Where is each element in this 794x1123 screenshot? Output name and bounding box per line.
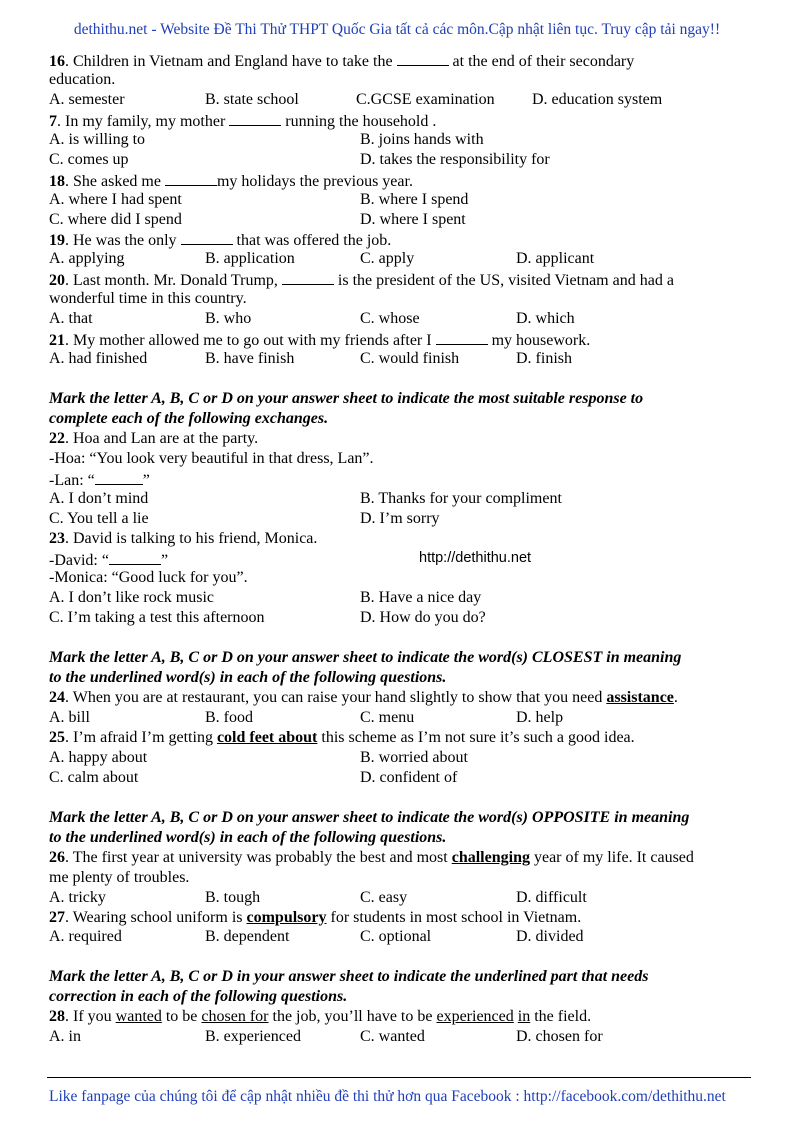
question-19: 19. He was the only that was offered the job. bbox=[49, 229, 759, 249]
option-b[interactable]: B. tough bbox=[205, 888, 261, 906]
question-24: 24. When you are at restaurant, you can raise your hand slightly to show that you need assistance. bbox=[49, 689, 678, 707]
section-instruction-responses: Mark the letter A, B, C or D on your answer sheet to indicate the most suitable response to bbox=[49, 390, 644, 407]
question-27-options bbox=[49, 927, 759, 947]
option-d[interactable]: D. where I spent bbox=[360, 210, 466, 228]
option-d[interactable]: D. finish bbox=[516, 350, 572, 368]
question-18-options-row2 bbox=[49, 210, 759, 230]
question-20-continued: wonderful time in this country. bbox=[49, 290, 247, 308]
option-b[interactable]: B. who bbox=[205, 310, 252, 328]
answer-blank bbox=[282, 269, 334, 285]
option-c[interactable]: C. easy bbox=[360, 888, 408, 906]
question-21: 21. My mother allowed me to go out with my friends after I my housework. bbox=[49, 329, 759, 349]
option-c[interactable]: C. calm about bbox=[49, 768, 139, 786]
question-18-options-row1 bbox=[49, 190, 759, 210]
option-d[interactable]: D. How do you do? bbox=[360, 609, 486, 627]
option-b[interactable]: B. dependent bbox=[205, 928, 290, 946]
option-a[interactable]: A. semester bbox=[49, 90, 125, 108]
option-d[interactable]: D. difficult bbox=[516, 888, 587, 906]
question-22-options-row1 bbox=[49, 489, 759, 509]
option-a[interactable]: A. where I had spent bbox=[49, 190, 182, 208]
underlined-word: challenging bbox=[451, 848, 530, 866]
option-c[interactable]: C. would finish bbox=[360, 350, 460, 368]
answer-blank bbox=[109, 549, 161, 565]
question-number: 16 bbox=[49, 53, 65, 70]
option-a[interactable]: A. tricky bbox=[49, 888, 106, 906]
option-a[interactable]: A. happy about bbox=[49, 748, 148, 766]
question-23: 23. David is talking to his friend, Monica. bbox=[49, 529, 318, 547]
question-24-options bbox=[49, 708, 759, 728]
answer-blank bbox=[397, 50, 449, 66]
underlined-word: cold feet about bbox=[216, 729, 318, 746]
underlined-part: in bbox=[517, 1008, 531, 1026]
question-number: 28 bbox=[49, 1008, 65, 1026]
question-number: 27 bbox=[49, 908, 65, 926]
option-b[interactable]: B. application bbox=[205, 250, 295, 268]
section-instruction-correction-line2: correction in each of the following questions. bbox=[49, 988, 348, 1006]
footer-promo[interactable]: Like fanpage của chúng tôi để cập nhật nhiều đề thi thử hơn qua Facebook : http://facebook.com/dethithu.net bbox=[49, 1088, 726, 1105]
section-instruction-closest-line2: to the underlined word(s) in each of the following questions. bbox=[49, 669, 447, 687]
section-instruction-closest: Mark the letter A, B, C or D on your answer sheet to indicate the word(s) CLOSEST in meaning bbox=[49, 649, 682, 667]
exam-content bbox=[49, 50, 759, 1047]
dialogue-david: -David: “ ” http://dethithu.net bbox=[49, 549, 532, 569]
question-17-options-row2 bbox=[49, 150, 759, 170]
option-c[interactable]: C. I’m taking a test this afternoon bbox=[49, 609, 265, 627]
option-a[interactable]: A. applying bbox=[49, 250, 125, 268]
answer-blank bbox=[181, 229, 233, 245]
underlined-part: chosen for bbox=[201, 1008, 269, 1026]
option-b[interactable]: B. experienced bbox=[205, 1028, 301, 1046]
question-number: 26 bbox=[49, 848, 65, 866]
question-23-options-row2 bbox=[49, 608, 759, 628]
question-16: 16. Children in Vietnam and England have to take the at the end of their secondary bbox=[49, 50, 759, 70]
question-27: 27. Wearing school uniform is compulsory for students in most school in Vietnam. bbox=[49, 908, 582, 926]
option-d[interactable]: D. help bbox=[516, 709, 564, 727]
dialogue-lan: -Lan: “ ” bbox=[49, 469, 759, 489]
option-a[interactable]: A. bill bbox=[49, 709, 90, 727]
option-d[interactable]: D. confident of bbox=[360, 768, 458, 786]
question-25: 25. I’m afraid I’m getting cold feet about this scheme as I’m not sure it’s such a good idea. bbox=[49, 729, 635, 746]
question-20: 20. Last month. Mr. Donald Trump, is the president of the US, visited Vietnam and had a bbox=[49, 269, 759, 289]
question-number: 23 bbox=[49, 529, 65, 547]
option-d[interactable]: D. divided bbox=[516, 928, 584, 946]
question-number: 19 bbox=[49, 232, 65, 250]
option-b[interactable]: B. where I spend bbox=[360, 190, 469, 208]
option-b[interactable]: B. have finish bbox=[205, 350, 295, 368]
option-c[interactable]: C. whose bbox=[360, 310, 420, 328]
section-instruction-responses-line2: complete each of the following exchanges. bbox=[49, 409, 329, 427]
option-b[interactable]: B. worried about bbox=[360, 748, 468, 766]
question-number: 18 bbox=[49, 172, 65, 190]
option-d[interactable]: D. education system bbox=[532, 90, 663, 108]
question-25-options-row2 bbox=[49, 768, 759, 788]
answer-blank bbox=[229, 110, 281, 126]
website-url[interactable]: http://dethithu.net bbox=[419, 549, 532, 566]
footer-divider bbox=[47, 1077, 751, 1078]
section-instruction-opposite: Mark the letter A, B, C or D on your answer sheet to indicate the word(s) OPPOSITE in meaning bbox=[49, 808, 690, 826]
question-22: 22. Hoa and Lan are at the party. bbox=[49, 429, 259, 447]
question-20-options bbox=[49, 309, 759, 329]
option-a[interactable]: A. had finished bbox=[49, 350, 148, 368]
question-number: 22 bbox=[49, 429, 65, 447]
question-23-options-row1 bbox=[49, 588, 759, 608]
option-d[interactable]: D. applicant bbox=[516, 250, 595, 268]
option-c[interactable]: C. where did I spend bbox=[49, 210, 182, 228]
question-number: 25 bbox=[49, 729, 65, 746]
option-c[interactable]: C. apply bbox=[360, 250, 415, 268]
option-b[interactable]: B. Have a nice day bbox=[360, 589, 482, 607]
question-26-continued: me plenty of troubles. bbox=[49, 868, 190, 886]
question-17-options-row1 bbox=[49, 130, 759, 150]
option-a[interactable]: A. required bbox=[49, 928, 122, 946]
question-21-options bbox=[49, 349, 759, 369]
question-17: 7. In my family, my mother running the household . bbox=[49, 110, 759, 130]
option-a[interactable]: A. that bbox=[49, 310, 93, 328]
option-d[interactable]: D. takes the responsibility for bbox=[360, 150, 550, 168]
option-c[interactable]: C. You tell a lie bbox=[49, 509, 149, 527]
option-c[interactable]: C. optional bbox=[360, 928, 432, 946]
question-18: 18. She asked me my holidays the previous year. bbox=[49, 170, 759, 190]
section-instruction-opposite-line2: to the underlined word(s) in each of the following questions. bbox=[49, 828, 447, 846]
option-d[interactable]: D. I’m sorry bbox=[360, 509, 440, 527]
option-d[interactable]: D. which bbox=[516, 310, 575, 328]
option-b[interactable]: B. food bbox=[205, 709, 253, 727]
underlined-part: experienced bbox=[436, 1008, 514, 1026]
option-c[interactable]: C.GCSE examination bbox=[356, 90, 495, 108]
underlined-word: assistance bbox=[606, 689, 674, 707]
site-header[interactable]: dethithu.net - Website Đề Thi Thử THPT Quốc Gia tất cả các môn.Cập nhật liên tục. Truy cập tải ngay!! bbox=[73, 21, 721, 38]
option-c[interactable]: C. menu bbox=[360, 709, 415, 727]
question-26: 26. The first year at university was probably the best and most challenging year of my life. It caused bbox=[49, 848, 694, 866]
question-26-options bbox=[49, 888, 759, 908]
option-a[interactable]: A. I don’t mind bbox=[49, 489, 149, 507]
option-b[interactable]: B. state school bbox=[205, 90, 299, 108]
question-number: 7 bbox=[49, 112, 57, 130]
question-28: 28. If you wanted to be chosen for the job, you’ll have to be experienced in the field. bbox=[49, 1008, 592, 1026]
option-b[interactable]: B. joins hands with bbox=[360, 130, 484, 148]
question-16-options bbox=[49, 90, 759, 110]
underlined-part: wanted bbox=[115, 1008, 162, 1026]
option-c[interactable]: C. wanted bbox=[360, 1028, 425, 1046]
dialogue-hoa: -Hoa: “You look very beautiful in that dress, Lan”. bbox=[49, 449, 374, 467]
question-number: 24 bbox=[49, 689, 65, 707]
question-22-options-row2 bbox=[49, 509, 759, 529]
option-b[interactable]: B. Thanks for your compliment bbox=[360, 489, 562, 507]
option-c[interactable]: C. comes up bbox=[49, 150, 129, 168]
dialogue-monica: -Monica: “Good luck for you”. bbox=[49, 569, 248, 587]
section-instruction-correction: Mark the letter A, B, C or D in your answer sheet to indicate the underlined part that needs bbox=[49, 968, 649, 986]
answer-blank bbox=[436, 329, 488, 345]
question-25-options-row1 bbox=[49, 748, 759, 768]
option-d[interactable]: D. chosen for bbox=[516, 1028, 603, 1046]
option-a[interactable]: A. is willing to bbox=[49, 130, 146, 148]
question-number: 20 bbox=[49, 272, 65, 290]
option-a[interactable]: A. in bbox=[49, 1028, 81, 1046]
answer-blank bbox=[95, 469, 143, 485]
question-number: 21 bbox=[49, 332, 65, 350]
underlined-word: compulsory bbox=[246, 908, 327, 926]
question-16-continued: education. bbox=[49, 70, 116, 88]
question-19-options bbox=[49, 249, 759, 269]
answer-blank bbox=[165, 170, 217, 186]
question-28-options bbox=[49, 1027, 759, 1047]
option-a[interactable]: A. I don’t like rock music bbox=[49, 589, 215, 607]
